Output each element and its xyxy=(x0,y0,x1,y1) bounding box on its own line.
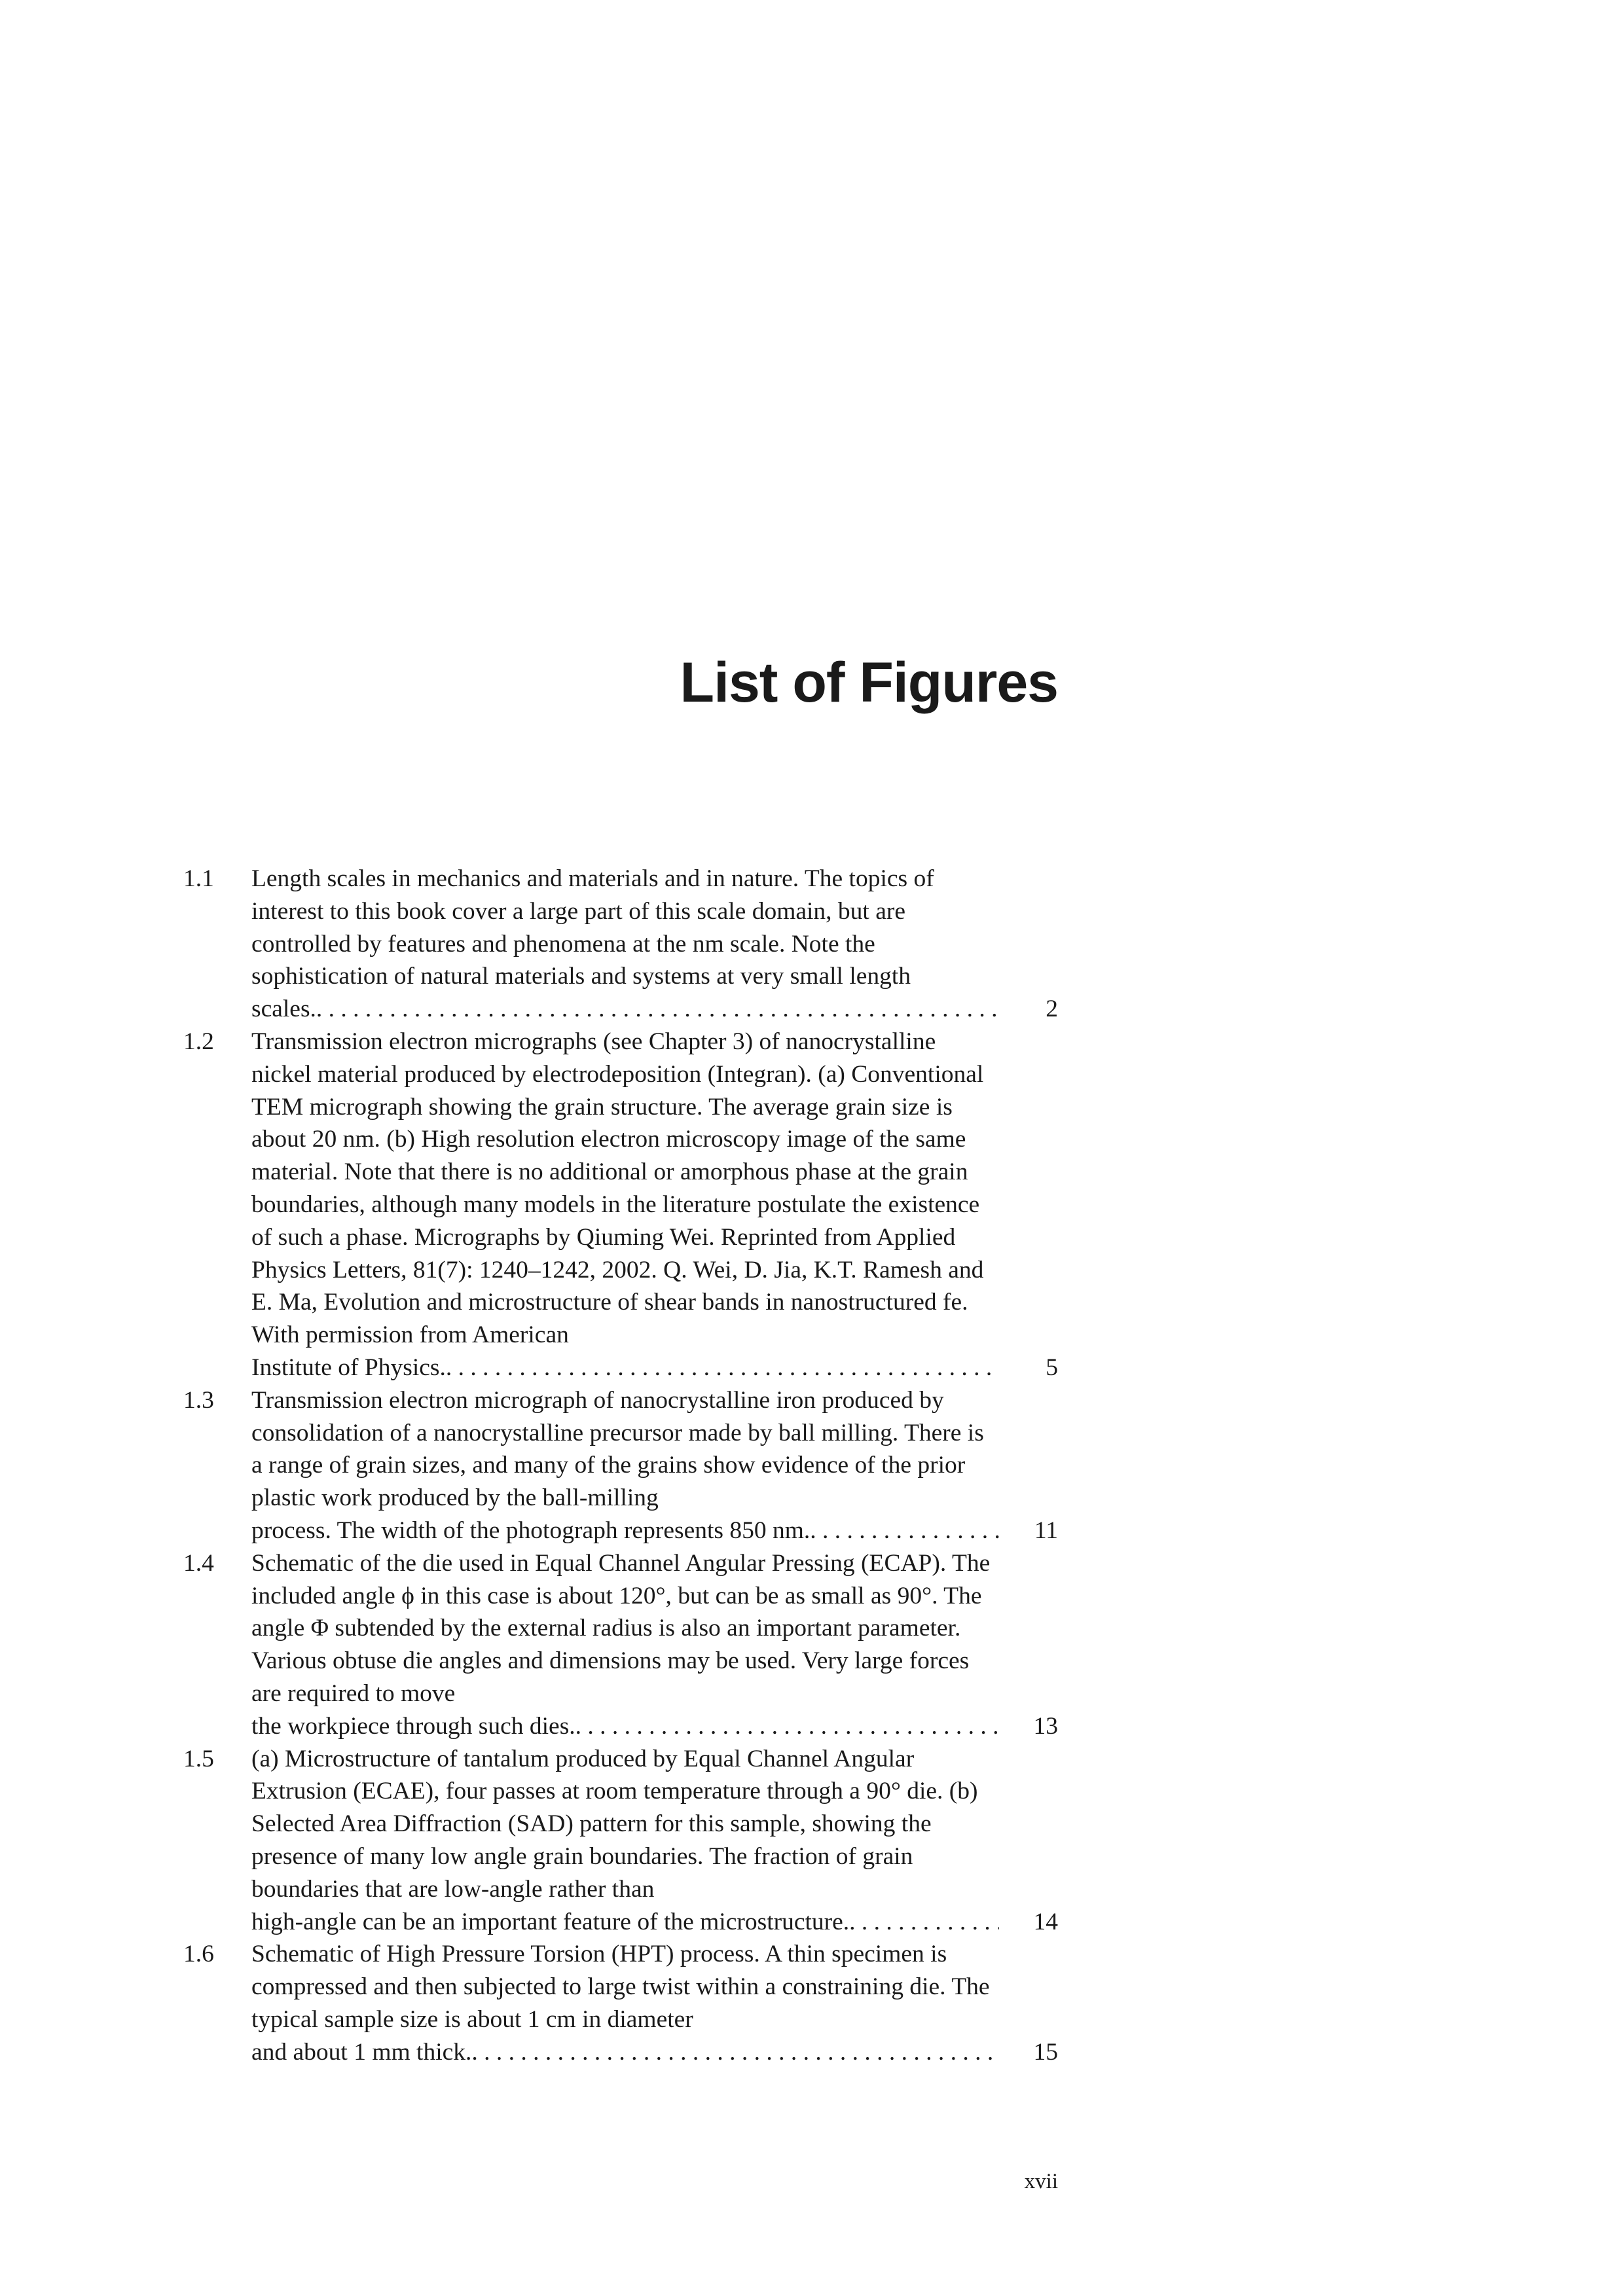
figure-number: 1.1 xyxy=(183,865,214,892)
figure-page-number: 14 xyxy=(1033,1908,1058,1935)
dot-leader xyxy=(849,1906,999,1939)
figure-page-number: 5 xyxy=(1046,1354,1058,1381)
figure-number: 1.4 xyxy=(183,1549,214,1577)
dot-leader xyxy=(316,993,999,1026)
figure-entry-1-2 xyxy=(183,1026,1058,1384)
figure-caption-end: scales. xyxy=(251,996,316,1023)
figure-caption-end: the workpiece through such dies. xyxy=(251,1712,575,1740)
figure-caption-last-line xyxy=(251,1906,999,1939)
figure-caption-text: Transmission electron micrographs (see Chapter 3) of nanocrystalline nickel material produced by electrodeposition (Integran). (a) Conventional TEM micrograph showing the grain structure. The average grain size is about 20 nm. (b) High resolution electron microscopy image of the same material. Note that there is no additional or amorphous phase at the grain boundaries, although many models in the literature postulate the existence of such a phase. Micrographs by Qiuming Wei. Reprinted from Applied Physics Letters, 81(7): 1240–1242, 2002. Q. Wei, D. Jia, K.T. Ramesh and E. Ma, Evolution and microstructure of shear bands in nanostructured fe. With permission from American xyxy=(251,1028,984,1349)
figure-caption-last-line xyxy=(251,2036,999,2069)
figure-page-number: 11 xyxy=(1034,1516,1058,1544)
figure-caption-text: Transmission electron micrograph of nanocrystalline iron produced by consolidation of a nanocrystalline precursor made by ball milling. There is a range of grain sizes, and many of the grains show evidence of the prior plastic work produced by the ball-milling xyxy=(251,1386,984,1512)
page-title: List of Figures xyxy=(680,651,1058,714)
figure-number: 1.3 xyxy=(183,1386,214,1414)
figure-page-number: 2 xyxy=(1046,996,1058,1023)
figure-number: 1.6 xyxy=(183,1941,214,1968)
figure-caption-last-line xyxy=(251,1515,999,1547)
figure-page-number: 13 xyxy=(1033,1712,1058,1740)
figure-caption-last-line xyxy=(251,1710,999,1743)
figure-caption-end: process. The width of the photograph represents 850 nm. xyxy=(251,1516,811,1544)
figure-number: 1.2 xyxy=(183,1028,214,1055)
figure-caption-last-line xyxy=(251,993,999,1026)
figure-number: 1.5 xyxy=(183,1745,214,1772)
figure-caption xyxy=(251,1938,999,2068)
figure-list xyxy=(183,863,1058,2068)
figure-entry-1-5 xyxy=(183,1743,1058,1939)
figure-page-number: 15 xyxy=(1033,2038,1058,2066)
dot-leader xyxy=(471,2036,999,2069)
figure-entry-1-3 xyxy=(183,1384,1058,1547)
figure-caption-text: Schematic of the die used in Equal Channel Angular Pressing (ECAP). The included angle ϕ in this case is about 120°, but can be as small as 90°. The angle Φ subtended by the external radius is also an important parameter. Various obtuse die angles and dimensions may be used. Very large forces are required to move xyxy=(251,1549,991,1707)
figure-caption xyxy=(251,1026,999,1384)
figure-caption-end: high-angle can be an important feature of the microstructure. xyxy=(251,1908,850,1935)
dot-leader xyxy=(810,1515,999,1547)
dot-leader xyxy=(446,1352,999,1384)
figure-caption-last-line xyxy=(251,1352,999,1384)
figure-caption xyxy=(251,1384,999,1547)
figure-entry-1-6 xyxy=(183,1938,1058,2068)
figure-entry-1-4 xyxy=(183,1547,1058,1743)
figure-caption-text: Schematic of High Pressure Torsion (HPT) process. A thin specimen is compressed and then subjected to large twist within a constraining die. The typical sample size is about 1 cm in diameter xyxy=(251,1941,990,2033)
figure-caption-end: Institute of Physics. xyxy=(251,1354,446,1381)
figure-caption-end: and about 1 mm thick. xyxy=(251,2038,472,2066)
figure-caption xyxy=(251,1743,999,1939)
figure-entry-1-1 xyxy=(183,863,1058,1026)
figure-caption-text: (a) Microstructure of tantalum produced by Equal Channel Angular Extrusion (ECAE), four passes at room temperature through a 90° die. (b) Selected Area Diffraction (SAD) pattern for this sample, showing the presence of many low angle grain boundaries. The fraction of grain boundaries that are low-angle rather than xyxy=(251,1745,978,1903)
figure-caption-text: Length scales in mechanics and materials and in nature. The topics of interest to this book cover a large part of this scale domain, but are controlled by features and phenomena at the nm scale. Note the sophistication of natural materials and systems at very small length xyxy=(251,865,934,990)
page-number: xvii xyxy=(1024,2170,1058,2193)
figure-caption xyxy=(251,863,999,1026)
dot-leader xyxy=(575,1710,999,1743)
figure-caption xyxy=(251,1547,999,1743)
